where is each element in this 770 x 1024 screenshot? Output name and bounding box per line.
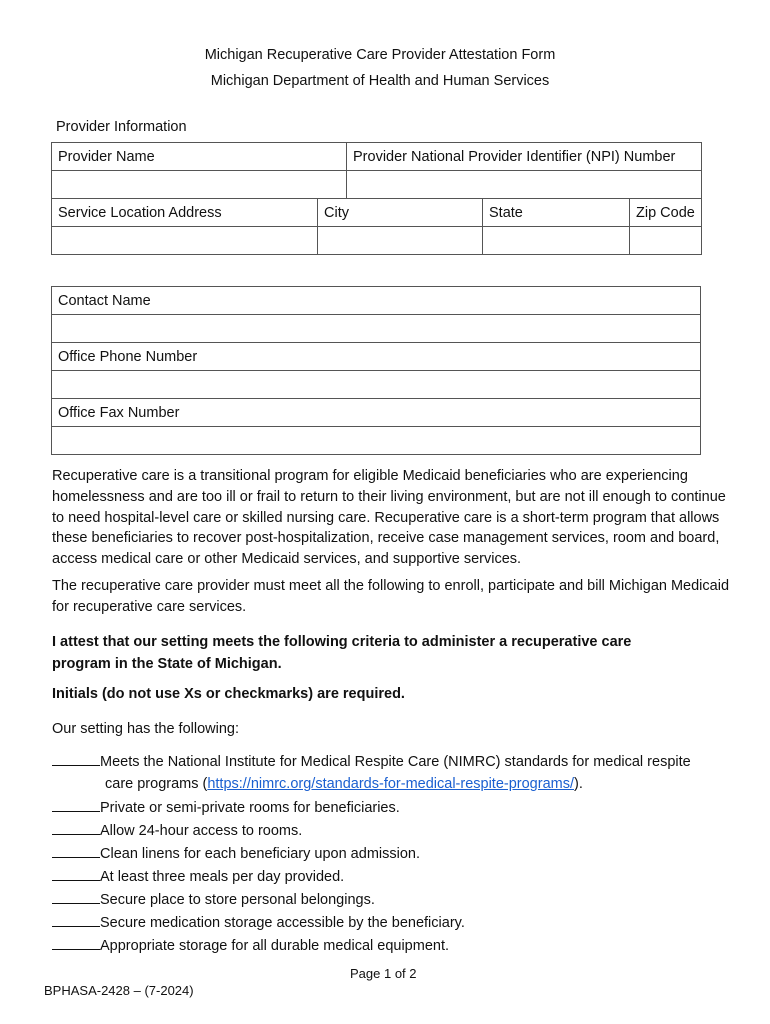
contact-info-table: [51, 286, 701, 455]
criterion-text: Secure place to store personal belongings.: [100, 892, 375, 908]
initials-blank[interactable]: [52, 751, 100, 766]
initials-blank[interactable]: [52, 866, 100, 881]
contact-name-field[interactable]: [52, 315, 701, 343]
form-id: BPHASA-2428 – (7-2024): [44, 983, 194, 998]
city-field[interactable]: [318, 227, 483, 255]
criterion-text: At least three meals per day provided.: [100, 869, 345, 885]
criterion-text: care programs (: [105, 776, 208, 792]
address-label: Service Location Address: [52, 199, 318, 227]
phone-field[interactable]: [52, 371, 701, 399]
criterion-text: Clean linens for each beneficiary upon admission.: [100, 846, 420, 862]
criterion-text: Allow 24-hour access to rooms.: [100, 823, 303, 839]
criterion-8: [52, 935, 449, 956]
provider-info-table: [51, 142, 702, 255]
criterion-7: [52, 912, 465, 933]
criterion-6: [52, 889, 375, 910]
criterion-text: ).: [574, 776, 583, 792]
initials-blank[interactable]: [52, 843, 100, 858]
initials-blank[interactable]: [52, 820, 100, 835]
provider-info-label: Provider Information: [56, 119, 187, 135]
address-field[interactable]: [52, 227, 318, 255]
attestation-statement: I attest that our setting meets the following criteria to administer a recuperative care program in the State of Michigan.: [52, 634, 632, 672]
criterion-text: Secure medication storage accessible by the beneficiary.: [100, 915, 465, 931]
setting-intro: Our setting has the following:: [52, 721, 239, 737]
department-name: Michigan Department of Health and Human Services: [210, 73, 550, 89]
criterion-2: [52, 797, 400, 818]
criterion-3: [52, 820, 302, 841]
initials-blank[interactable]: [52, 935, 100, 950]
state-field[interactable]: [483, 227, 630, 255]
fax-field[interactable]: [52, 427, 701, 455]
provider-name-field[interactable]: [52, 171, 347, 199]
criterion-text: Appropriate storage for all durable medical equipment.: [100, 938, 450, 954]
initials-blank[interactable]: [52, 912, 100, 927]
state-label: State: [483, 199, 630, 227]
criterion-text: Meets the National Institute for Medical Respite Care (NIMRC) standards for medical respite: [100, 754, 691, 770]
intro-paragraph: Recuperative care is a transitional program for eligible Medicaid beneficiaries who are experiencing homelessness and are too ill or frail to return to their living environment, but are not ill enough to continue to need hospital-level care or skilled nursing care. Recuperative care is a short-term program that allows these beneficiaries to recover post-hospitalization, receive case management services, room and board, access medical care or other Medicaid services, and supportive services.: [52, 468, 726, 568]
zip-field[interactable]: [630, 227, 702, 255]
initials-blank[interactable]: [52, 889, 100, 904]
criterion-1-cont: [105, 774, 583, 794]
page-number: Page 1 of 2: [350, 966, 417, 981]
contact-name-label: Contact Name: [52, 287, 701, 315]
criterion-1: [52, 751, 691, 772]
initials-blank[interactable]: [52, 797, 100, 812]
initials-note: Initials (do not use Xs or checkmarks) are required.: [52, 686, 405, 702]
phone-label: Office Phone Number: [52, 343, 701, 371]
provider-name-label: Provider Name: [52, 143, 347, 171]
zip-label: Zip Code: [630, 199, 702, 227]
npi-label: Provider National Provider Identifier (NPI) Number: [347, 143, 702, 171]
city-label: City: [318, 199, 483, 227]
criterion-4: [52, 843, 420, 864]
fax-label: Office Fax Number: [52, 399, 701, 427]
criterion-text: Private or semi-private rooms for beneficiaries.: [100, 800, 400, 816]
requirements-paragraph: The recuperative care provider must meet all the following to enroll, participate and bill Michigan Medicaid for recuperative care services.: [52, 578, 730, 615]
npi-field[interactable]: [347, 171, 702, 199]
nimrc-link[interactable]: https://nimrc.org/standards-for-medical-respite-programs/: [207, 776, 574, 792]
criterion-5: [52, 866, 344, 887]
form-title: Michigan Recuperative Care Provider Attestation Form: [204, 47, 556, 63]
